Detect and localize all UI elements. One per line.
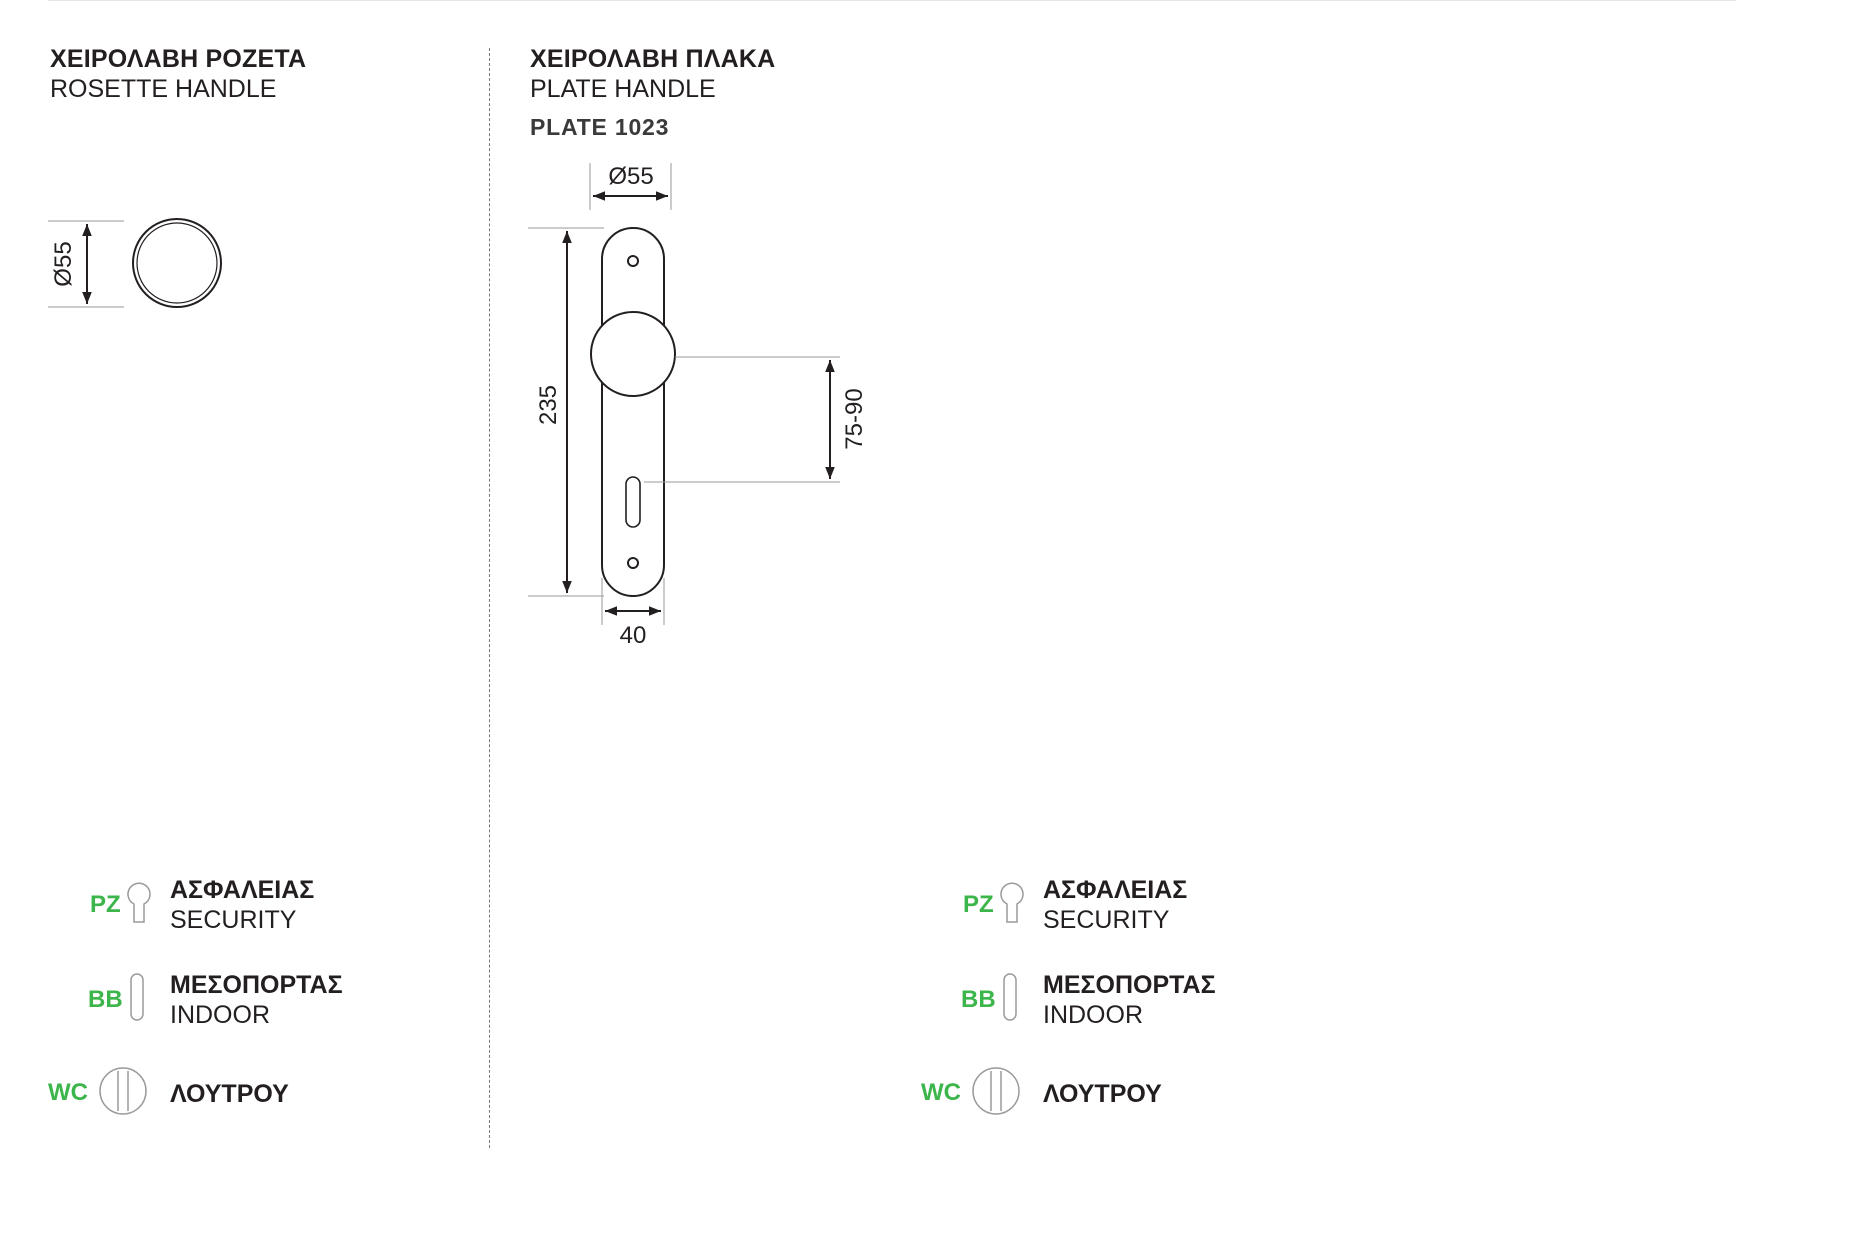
rosette-drawing	[48, 219, 221, 307]
wc-turn-icon	[971, 1066, 1023, 1118]
legend-name-en-pz: SECURITY	[170, 906, 297, 934]
bit-key-slot-icon	[128, 972, 148, 1024]
legend-code-pz: PZ	[90, 891, 121, 918]
legend-code-wc: WC	[48, 1079, 88, 1106]
legend-code-bb: BB	[961, 986, 996, 1013]
wc-turn-icon	[98, 1066, 150, 1118]
plate-body	[602, 228, 664, 596]
plate-title-en: PLATE HANDLE	[530, 75, 716, 103]
bit-key-slot-icon	[1001, 972, 1021, 1024]
rosette-title-en: ROSETTE HANDLE	[50, 75, 277, 103]
plate-knob	[591, 312, 675, 396]
legend-name-gr-wc: ΛΟΥΤΡΟΥ	[1043, 1080, 1162, 1108]
plate-key-slot	[626, 477, 640, 527]
rosette-outer-circle	[133, 219, 221, 307]
cylinder-keyhole-icon	[997, 878, 1027, 928]
plate-knob-dim-label: Ø55	[608, 163, 654, 190]
plate-height-dim-label: 235	[535, 384, 562, 426]
legend-name-gr-pz: ΑΣΦΑΛΕΙΑΣ	[170, 876, 315, 904]
plate-model: PLATE 1023	[530, 114, 670, 140]
legend-code-pz: PZ	[963, 891, 994, 918]
legend-name-en-bb: INDOOR	[1043, 1001, 1143, 1029]
rosette-title-gr: ΧΕΙΡΟΛΑΒΗ ΡΟΖΕΤΑ	[50, 45, 307, 73]
plate-width-dim-label: 40	[619, 622, 647, 649]
legend-name-gr-wc: ΛΟΥΤΡΟΥ	[170, 1080, 289, 1108]
legend-name-en-pz: SECURITY	[1043, 906, 1170, 934]
legend-name-gr-bb: ΜΕΣΟΠΟΡΤΑΣ	[170, 971, 343, 999]
legend-name-en-bb: INDOOR	[170, 1001, 270, 1029]
plate-drawing	[528, 163, 868, 649]
rosette-dim-label: Ø55	[50, 241, 77, 287]
cylinder-keyhole-icon	[124, 878, 154, 928]
plate-spacing-dim-label: 75-90	[841, 388, 868, 450]
plate-title-gr: ΧΕΙΡΟΛΑΒΗ ΠΛΑΚΑ	[530, 45, 776, 73]
rosette-inner-circle	[137, 223, 217, 303]
legend-name-gr-pz: ΑΣΦΑΛΕΙΑΣ	[1043, 876, 1188, 904]
legend-code-bb: BB	[88, 986, 123, 1013]
legend-name-gr-bb: ΜΕΣΟΠΟΡΤΑΣ	[1043, 971, 1216, 999]
legend-code-wc: WC	[921, 1079, 961, 1106]
